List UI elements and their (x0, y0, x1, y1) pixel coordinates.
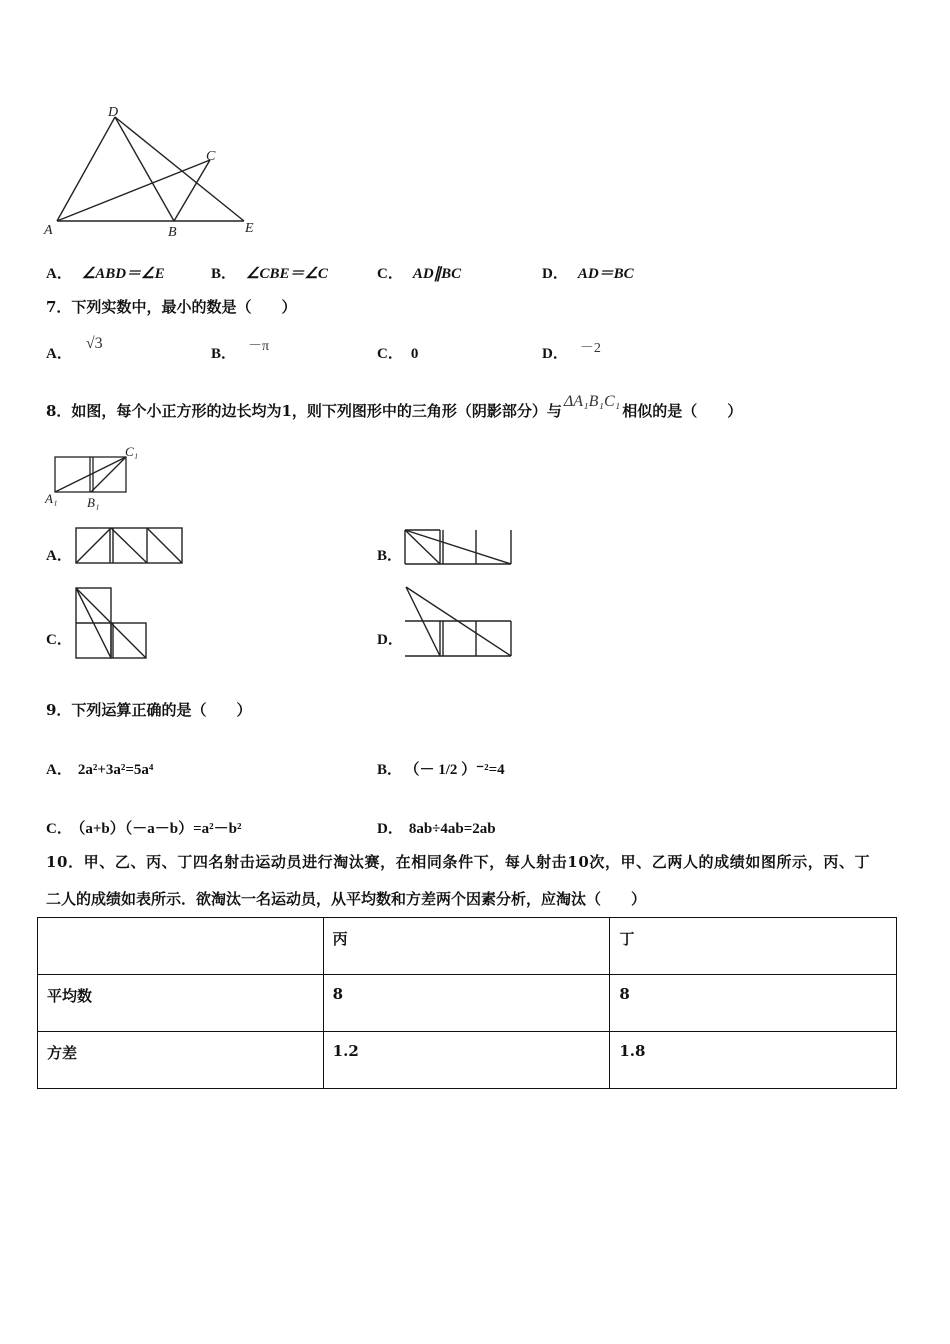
q9-option-c-letter: C． (46, 821, 72, 837)
q8-option-a-figure[interactable] (75, 527, 185, 567)
q6-option-c[interactable] (377, 262, 461, 283)
q8-option-c-figure[interactable] (75, 587, 150, 662)
q6-option-d-letter: D． (542, 266, 568, 282)
table-cell: 平均数 (38, 975, 324, 1032)
q7-option-a-text: √3 (85, 335, 103, 352)
q6-option-a-text: ∠ABD＝∠E (81, 266, 165, 282)
q9-option-a-text: 2a²+3a²=5a⁴ (77, 762, 154, 778)
table-header-cell: 丙 (323, 918, 610, 975)
q10-data-table (37, 917, 897, 1089)
q8-option-d-letter[interactable]: D． (377, 632, 403, 648)
q7-option-d-text: －2 (579, 341, 601, 356)
q9-stem: 9．下列运算正确的是（ ） (46, 701, 252, 719)
q8-label-b1: B₁ (87, 495, 100, 510)
q8-option-b-letter[interactable]: B． (377, 548, 403, 564)
q8-reference-figure (45, 445, 155, 515)
q8-option-b-figure[interactable] (404, 528, 514, 568)
q8-option-a-letter[interactable]: A． (46, 548, 72, 564)
q7-option-c-text: 0 (410, 346, 419, 362)
q9-option-b-text: （－ 1/2 ）⁻²=4 (412, 762, 505, 778)
q9-option-a[interactable] (46, 758, 153, 779)
q6-label-b: B (168, 225, 177, 240)
q9-option-a-letter: A． (46, 762, 72, 778)
q6-label-d: D (108, 105, 119, 120)
q7-option-d[interactable] (542, 342, 601, 363)
q8-stem-after: 相似的是（ ） (622, 402, 743, 420)
q9-option-d-letter: D． (377, 821, 403, 837)
table-header-cell: 丁 (610, 918, 897, 975)
q6-triangle-figure (40, 100, 270, 245)
q7-option-c[interactable] (377, 342, 418, 363)
q6-option-a-letter: A． (46, 266, 72, 282)
q6-option-b-letter: B． (211, 266, 237, 282)
q6-option-d[interactable] (542, 262, 634, 283)
q8-stem (46, 393, 743, 421)
q9-option-d[interactable] (377, 817, 496, 838)
q8-label-c1: C₁ (125, 444, 139, 459)
q10-stem-line2: 二人的成绩如表所示．欲淘汰一名运动员，从平均数和方差两个因素分析，应淘汰（ ） (46, 890, 647, 908)
q9-option-b-letter: B． (377, 762, 403, 778)
q7-option-b-letter: B． (211, 346, 237, 362)
table-cell: 方差 (38, 1032, 324, 1089)
q7-stem: 7．下列实数中，最小的数是（ ） (46, 298, 297, 316)
q6-option-b[interactable] (211, 262, 328, 283)
q8-label-a1: A₁ (45, 491, 58, 506)
q6-label-e: E (245, 221, 254, 236)
table-row (38, 975, 897, 1032)
table-header-row (38, 918, 897, 975)
q9-option-b[interactable] (377, 758, 505, 779)
q9-option-c-text: （a+b）（－a－b）=a²－b² (77, 821, 242, 837)
table-cell: 1.2 (323, 1032, 610, 1089)
q8-stem-triangle: ΔA₁B₁C₁ (563, 393, 621, 410)
q7-option-b-text: －π (248, 339, 270, 354)
table-row (38, 1032, 897, 1089)
q7-option-a[interactable] (46, 335, 103, 363)
q6-option-c-letter: C． (377, 266, 403, 282)
q10-stem-line1: 10．甲、乙、丙、丁四名射击运动员进行淘汰赛，在相同条件下，每人射击10次，甲、乙两人的成绩如图所示，丙、丁 (46, 853, 871, 871)
q6-option-d-text: AD＝BC (577, 266, 634, 282)
q7-option-b[interactable] (211, 339, 270, 363)
table-cell: 1.8 (610, 1032, 897, 1089)
q6-option-b-text: ∠CBE＝∠C (246, 266, 328, 282)
q9-option-c[interactable] (46, 817, 241, 838)
q9-option-d-text: 8ab÷4ab=2ab (408, 821, 496, 837)
q6-label-a: A (44, 223, 53, 238)
q8-option-c-letter[interactable]: C． (46, 632, 72, 648)
q7-option-c-letter: C． (377, 346, 403, 362)
q8-stem-before: 8．如图，每个小正方形的边长均为1，则下列图形中的三角形（阴影部分）与 (46, 402, 562, 420)
table-cell: 8 (323, 975, 610, 1032)
table-cell: 8 (610, 975, 897, 1032)
q7-option-a-letter: A． (46, 346, 72, 362)
q6-label-c: C (206, 149, 216, 164)
q6-option-a[interactable] (46, 262, 165, 283)
table-header-cell (38, 918, 324, 975)
q7-option-d-letter: D． (542, 346, 568, 362)
q8-option-d-figure[interactable] (404, 585, 516, 660)
q6-option-c-text: AD∥BC (412, 266, 462, 282)
